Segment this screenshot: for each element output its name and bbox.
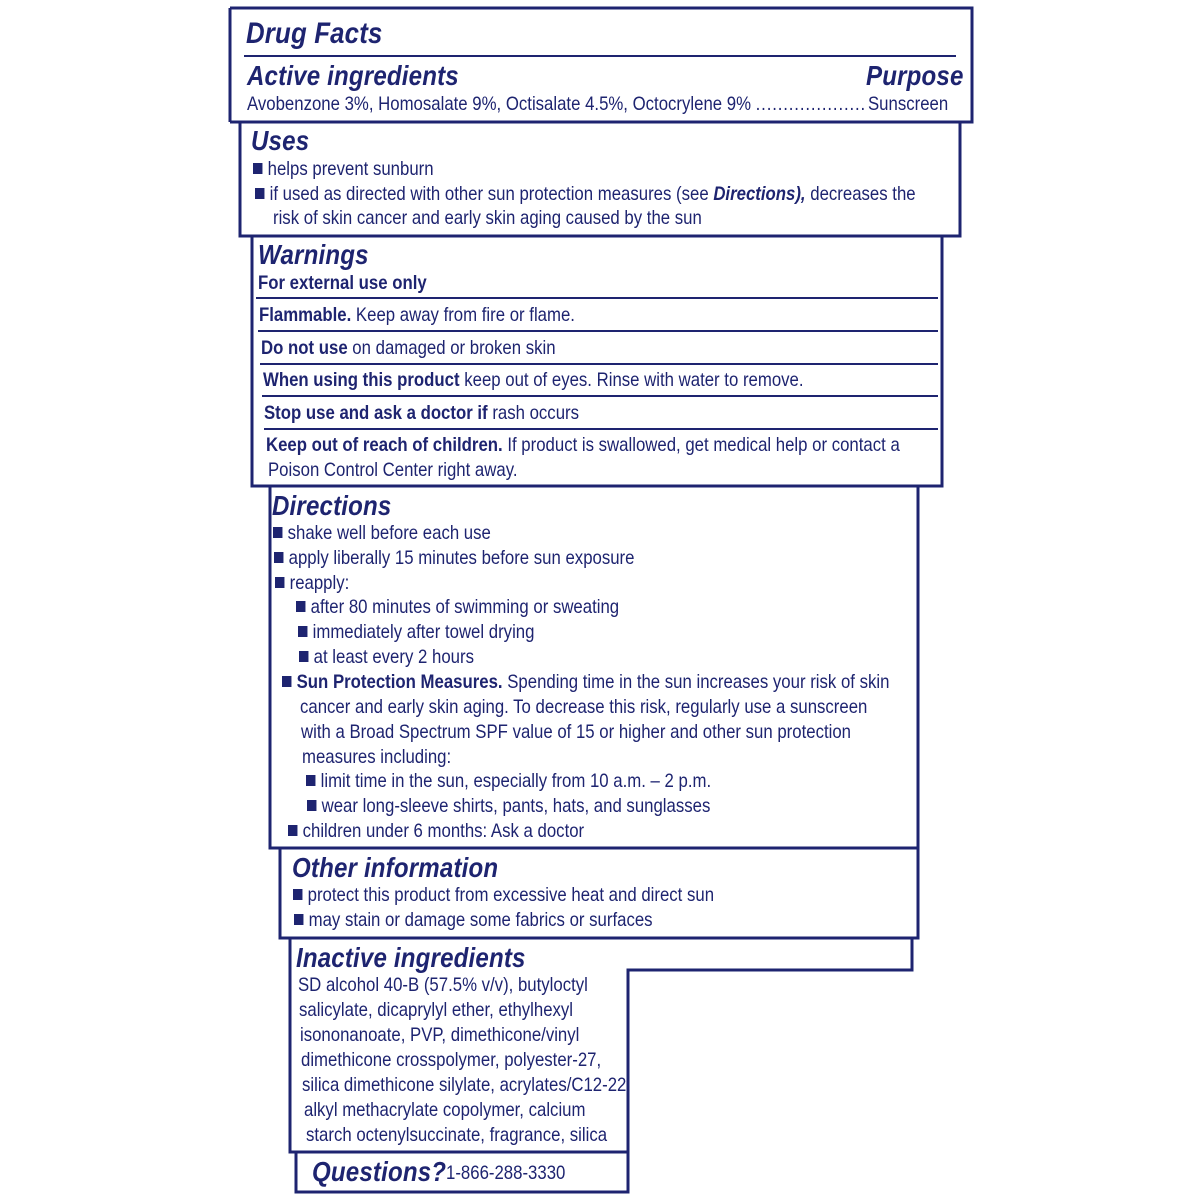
uses-item-continued: risk of skin cancer and early skin aging caused by the sun	[273, 207, 702, 229]
inactive-ingredients-heading: Inactive ingredients	[296, 942, 526, 973]
warning-keep-out-of-reach	[266, 433, 900, 457]
directions-subitem	[306, 769, 711, 793]
active-ingredients-list	[247, 92, 866, 116]
warning-when-using-bold: When using this product	[263, 369, 460, 391]
directions-item	[274, 546, 634, 570]
warning-keep-continued: Poison Control Center right away.	[268, 459, 518, 481]
sun-protection-continued: cancer and early skin aging. To decrease this risk, regularly use a sunscreen	[300, 696, 868, 718]
directions-item-text: reapply:	[289, 572, 350, 594]
warning-flammable-text: Keep away from fire or flame.	[351, 304, 575, 326]
directions-subitem-text: immediately after towel drying	[312, 621, 535, 643]
directions-subitem-text: wear long-sleeve shirts, pants, hats, and sunglasses	[321, 795, 711, 817]
directions-item-text: children under 6 months: Ask a doctor	[302, 820, 585, 842]
warning-do-not-use-bold: Do not use	[261, 337, 348, 359]
bullet-icon	[299, 651, 308, 662]
sun-protection-continued: with a Broad Spectrum SPF value of 15 or higher and other sun protection	[301, 721, 851, 743]
inactive-ingredients-line: dimethicone crosspolymer, polyester-27,	[301, 1049, 602, 1071]
other-information-heading: Other information	[292, 852, 499, 883]
inactive-ingredients-line: SD alcohol 40-B (57.5% v/v), butyloctyl	[298, 974, 588, 996]
warning-stop-use	[264, 401, 579, 425]
warnings-heading: Warnings	[258, 239, 369, 270]
warning-when-using-text: keep out of eyes. Rinse with water to remove.	[459, 369, 804, 391]
uses-heading: Uses	[251, 125, 310, 156]
warning-stop-use-text: rash occurs	[487, 402, 579, 424]
questions-heading: Questions?	[312, 1156, 447, 1187]
directions-heading: Directions	[272, 490, 392, 521]
bullet-icon	[273, 527, 282, 538]
directions-subitem	[307, 794, 710, 818]
inactive-ingredients-line: starch octenylsuccinate, fragrance, silica	[306, 1124, 608, 1146]
directions-item	[288, 819, 584, 843]
bullet-icon	[298, 626, 307, 637]
directions-subitem	[298, 620, 534, 644]
sun-protection-bold: Sun Protection Measures.	[296, 671, 503, 693]
active-ingredients-heading: Active ingredients	[247, 60, 459, 91]
sun-protection-continued: measures including:	[302, 746, 452, 768]
bullet-icon	[275, 577, 284, 588]
dot-leader: ....................	[755, 93, 867, 115]
uses-item	[253, 157, 434, 181]
uses-item-text: helps prevent sunburn	[267, 158, 434, 180]
questions-phone-number[interactable]: 1-866-288-3330	[446, 1162, 566, 1184]
directions-subitem	[296, 595, 619, 619]
bullet-icon	[274, 552, 283, 563]
warning-flammable	[259, 303, 575, 327]
warning-stop-use-bold: Stop use and ask a doctor if	[264, 402, 488, 424]
bullet-icon	[282, 676, 291, 687]
warning-do-not-use	[261, 336, 556, 360]
title-drug-facts: Drug Facts	[246, 17, 383, 50]
sun-protection-measures	[282, 670, 889, 694]
directions-item	[275, 571, 349, 595]
directions-item-text: shake well before each use	[287, 522, 491, 544]
warning-keep-text: If product is swallowed, get medical help or contact a	[502, 434, 900, 456]
other-information-text: protect this product from excessive heat and direct sun	[307, 884, 715, 906]
bullet-icon	[306, 775, 315, 786]
warning-do-not-use-text: on damaged or broken skin	[347, 337, 556, 359]
bullet-icon	[296, 601, 305, 612]
inactive-ingredients-line: salicylate, dicaprylyl ether, ethylhexyl	[299, 999, 574, 1021]
inactive-ingredients-line: alkyl methacrylate copolymer, calcium	[304, 1099, 586, 1121]
inactive-ingredients-line: silica dimethicone silylate, acrylates/C12-22	[302, 1074, 627, 1096]
bullet-icon	[253, 163, 262, 174]
directions-subitem-text: at least every 2 hours	[313, 646, 474, 668]
bullet-icon	[288, 825, 297, 836]
other-information-item	[294, 908, 653, 932]
bullet-icon	[255, 188, 264, 199]
bullet-icon	[293, 889, 302, 900]
active-ingredients-text: Avobenzone 3%, Homosalate 9%, Octisalate 4.5%, Octocrylene 9%	[247, 93, 752, 115]
bullet-icon	[307, 800, 316, 811]
external-use-only: For external use only	[258, 272, 427, 294]
uses-item-text: if used as directed with other sun protection measures (see	[269, 183, 714, 205]
warning-when-using	[263, 368, 804, 392]
other-information-item	[293, 883, 714, 907]
bullet-icon	[294, 914, 303, 925]
directions-subitem	[299, 645, 474, 669]
purpose-heading: Purpose	[866, 60, 964, 91]
warning-keep-bold: Keep out of reach of children.	[266, 434, 503, 456]
directions-item	[273, 521, 491, 545]
uses-item-text: decreases the	[805, 183, 916, 205]
sun-protection-text: Spending time in the sun increases your risk of skin	[502, 671, 890, 693]
inactive-ingredients-line: isononanoate, PVP, dimethicone/vinyl	[300, 1024, 580, 1046]
other-information-text: may stain or damage some fabrics or surfaces	[308, 909, 653, 931]
directions-subitem-text: after 80 minutes of swimming or sweating	[310, 596, 620, 618]
uses-item	[255, 182, 916, 206]
directions-subitem-text: limit time in the sun, especially from 10 a.m. – 2 p.m.	[320, 770, 712, 792]
directions-reference: Directions),	[713, 183, 806, 205]
warning-flammable-bold: Flammable.	[259, 304, 352, 326]
purpose-text: Sunscreen	[868, 93, 949, 115]
directions-item-text: apply liberally 15 minutes before sun exposure	[288, 547, 635, 569]
